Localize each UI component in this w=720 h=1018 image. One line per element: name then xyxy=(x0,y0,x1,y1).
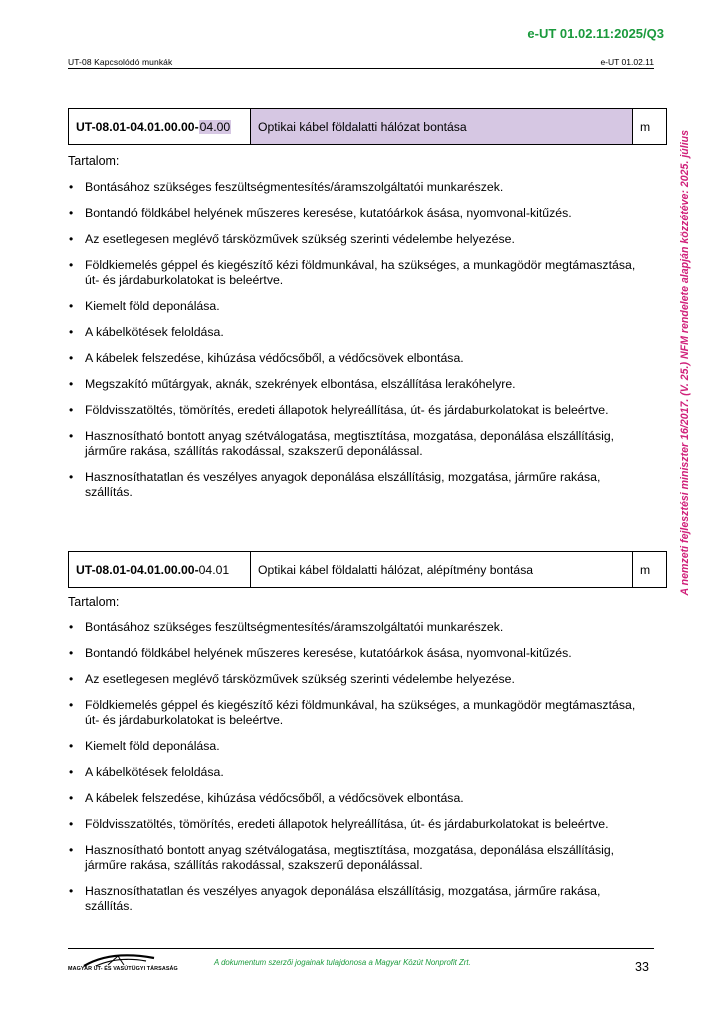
bullet-icon: • xyxy=(69,429,74,443)
item-code-cell xyxy=(69,109,251,144)
list-item: • Kiemelt föld deponálása. xyxy=(69,299,220,313)
list-item: • Bontásához szükséges feszültségmentesítés/áramszolgáltatói munkarészek. xyxy=(69,620,504,634)
list-item: • Bontandó földkábel helyének műszeres keresése, kutatóárkok ásása, nyomvonal-kitűzés. xyxy=(69,206,572,220)
item-code-cell xyxy=(69,552,251,587)
list-item: • Hasznosíthatatlan és veszélyes anyagok deponálása elszállításig, mozgatása, járműre rakása, szállítás. xyxy=(69,884,601,913)
bullet-icon: • xyxy=(69,646,74,660)
bullet-icon: • xyxy=(69,325,74,339)
bullet-icon: • xyxy=(69,180,74,194)
footer-divider xyxy=(68,948,654,949)
document-code: e-UT 01.02.11:2025/Q3 xyxy=(527,26,664,41)
item-description-cell: Optikai kábel földalatti hálózat, alépítmény bontása xyxy=(251,552,633,587)
bullet-icon: • xyxy=(69,206,74,220)
bullet-icon: • xyxy=(69,299,74,313)
content-bullet-list xyxy=(68,180,648,511)
content-label: Tartalom: xyxy=(68,154,120,168)
bullet-icon: • xyxy=(69,377,74,391)
bullet-icon: • xyxy=(69,765,74,779)
list-item: • Földvisszatöltés, tömörítés, eredeti állapotok helyreállítása, út- és járdaburkolatokat is beleértve. xyxy=(69,817,609,831)
list-item: • A kábelek felszedése, kihúzása védőcsőből, a védőcsövek elbontása. xyxy=(69,351,464,365)
item-code-suffix: 04.00 xyxy=(199,119,231,134)
bullet-icon: • xyxy=(69,403,74,417)
item-header-table xyxy=(68,551,667,588)
item-unit-cell: m xyxy=(640,562,651,577)
list-item: • Az esetlegesen meglévő társközművek szükség szerinti védelembe helyezése. xyxy=(69,672,515,686)
item-description-cell: Optikai kábel földalatti hálózat bontása xyxy=(251,109,633,144)
list-item: • Földkiemelés géppel és kiegészítő kézi földmunkával, ha szükséges, a munkagödör megtámasztása, út- és járdaburkolatokat is beleértve. xyxy=(69,698,636,727)
bullet-icon: • xyxy=(69,470,74,484)
content-bullet-list xyxy=(68,620,648,925)
publication-side-note xyxy=(674,96,696,630)
list-item: • Kiemelt föld deponálása. xyxy=(69,739,220,753)
item-code-prefix: UT-08.01-04.01.00.00- xyxy=(76,119,199,134)
header-divider xyxy=(68,68,654,69)
bullet-icon: • xyxy=(69,232,74,246)
item-code-prefix: UT-08.01-04.01.00.00- xyxy=(76,562,199,577)
side-note-text: A nemzeti fejlesztési miniszter 16/2017. (V. 25.) NFM rendelete alapján közzétéve: 2025. július xyxy=(679,130,691,596)
section-title: UT-08 Kapcsolódó munkák xyxy=(68,57,173,67)
list-item: • Hasznosítható bontott anyag szétválogatása, megtisztítása, mozgatása, deponálása elszállításig, járműre rakása, szállítás rakodással, szakszerű deponálással. xyxy=(69,843,615,872)
bullet-icon: • xyxy=(69,258,74,272)
document-reference: e-UT 01.02.11 xyxy=(600,57,654,67)
list-item: • A kábelek felszedése, kihúzása védőcsőből, a védőcsövek elbontása. xyxy=(69,791,464,805)
bullet-icon: • xyxy=(69,739,74,753)
bullet-icon: • xyxy=(69,698,74,712)
logo-text: MAGYAR ÚT- ÉS VASÚTÜGYI TÁRSASÁG xyxy=(68,966,178,972)
list-item: • Az esetlegesen meglévő társközművek szükség szerinti védelembe helyezése. xyxy=(69,232,515,246)
bullet-icon: • xyxy=(69,620,74,634)
content-label: Tartalom: xyxy=(68,595,120,609)
list-item: • Földvisszatöltés, tömörítés, eredeti állapotok helyreállítása, út- és járdaburkolatokat is beleértve. xyxy=(69,403,609,417)
bullet-icon: • xyxy=(69,884,74,898)
list-item: • A kábelkötések feloldása. xyxy=(69,325,224,339)
bullet-icon: • xyxy=(69,843,74,857)
item-unit-cell: m xyxy=(640,119,651,134)
list-item: • A kábelkötések feloldása. xyxy=(69,765,224,779)
page-number: 33 xyxy=(635,960,649,974)
bullet-icon: • xyxy=(69,791,74,805)
list-item: • Földkiemelés géppel és kiegészítő kézi földmunkával, ha szükséges, a munkagödör megtámasztása, út- és járdaburkolatokat is beleértve. xyxy=(69,258,636,287)
list-item: • Hasznosíthatatlan és veszélyes anyagok deponálása elszállításig, mozgatása, járműre rakása, szállítás. xyxy=(69,470,601,499)
list-item: • Megszakító műtárgyak, aknák, szekrények elbontása, elszállítása lerakóhelyre. xyxy=(69,377,516,391)
item-code-suffix: 04.01 xyxy=(198,562,230,577)
bullet-icon: • xyxy=(69,817,74,831)
bullet-icon: • xyxy=(69,672,74,686)
list-item: • Hasznosítható bontott anyag szétválogatása, megtisztítása, mozgatása, deponálása elszállításig, járműre rakása, szállítás rakodással, szakszerű deponálással. xyxy=(69,429,615,458)
list-item: • Bontandó földkábel helyének műszeres keresése, kutatóárkok ásása, nyomvonal-kitűzés. xyxy=(69,646,572,660)
item-header-table xyxy=(68,108,667,145)
bullet-icon: • xyxy=(69,351,74,365)
copyright-note: A dokumentum szerzői jogainak tulajdonosa a Magyar Közút Nonprofit Zrt. xyxy=(214,958,471,967)
list-item: • Bontásához szükséges feszültségmentesítés/áramszolgáltatói munkarészek. xyxy=(69,180,504,194)
